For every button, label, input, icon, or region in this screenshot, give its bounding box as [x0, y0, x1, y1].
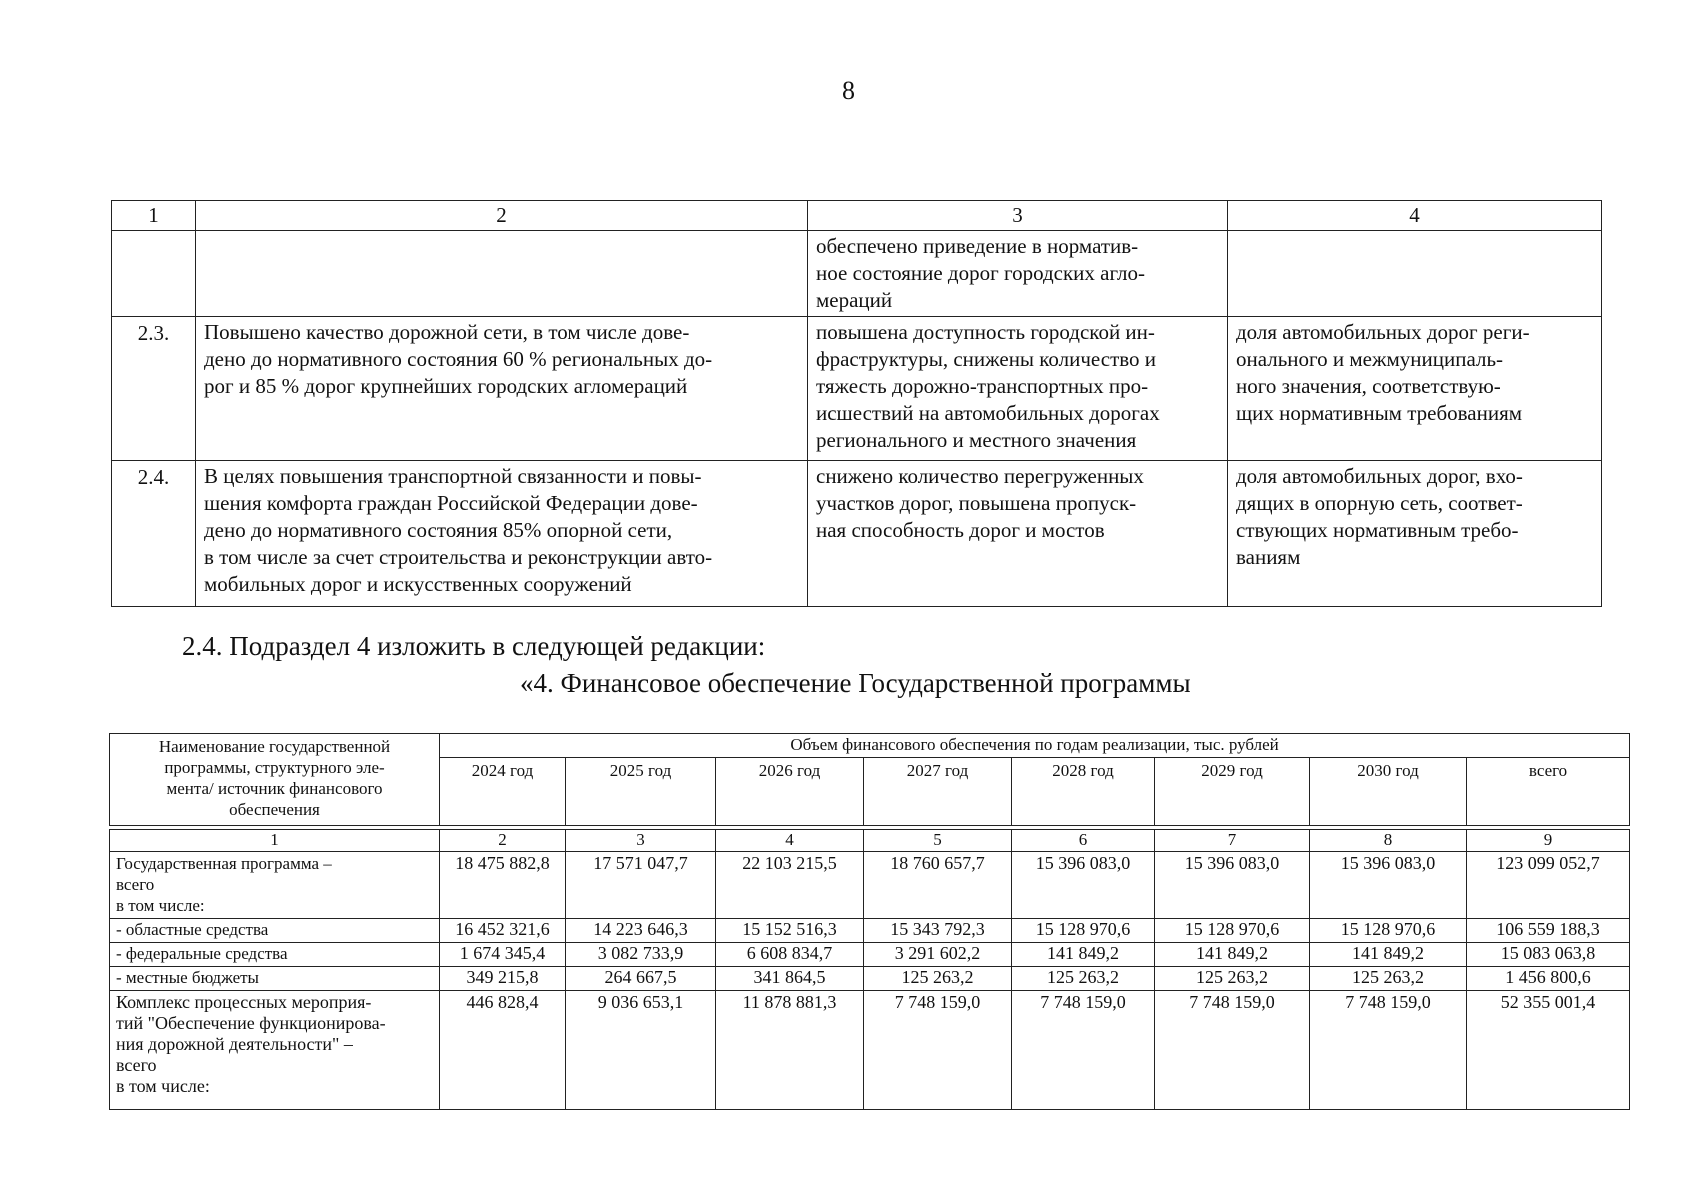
value-cell: 1 674 345,4 [440, 943, 566, 967]
results-table [111, 200, 1602, 607]
amendment-paragraph: 2.4. Подраздел 4 изложить в следующей редакции: [182, 631, 766, 661]
table-row [110, 943, 1630, 967]
year-header: 2025 год [566, 757, 716, 825]
table-row [110, 991, 1630, 1110]
table-row [110, 967, 1630, 991]
table-row [112, 461, 1602, 607]
year-header: 2029 год [1155, 757, 1310, 825]
value-cell: 15 128 970,6 [1310, 919, 1467, 943]
value-cell: 15 396 083,0 [1012, 852, 1155, 919]
value-cell: 125 263,2 [864, 967, 1012, 991]
goal-cell: В целях повышения транспортной связанности и повы- шения комфорта граждан Российской Федерации дове- дено до нормативного состояния 85% опорной сети, в том числе за счет строительства и реконструкции авто- мобильных дорог и искусственных сооружений [196, 461, 808, 607]
column-number-3: 3 [808, 201, 1228, 231]
value-cell: 16 452 321,6 [440, 919, 566, 943]
financing-header-row [110, 734, 1630, 758]
effect-cell: снижено количество перегруженных участков дорог, повышена пропуск- ная способность дорог и мостов [808, 461, 1228, 607]
row-number: 2.3. [112, 317, 196, 461]
results-table-header-row [112, 201, 1602, 231]
value-cell: 6 608 834,7 [716, 943, 864, 967]
column-number: 9 [1467, 830, 1630, 852]
table-row [112, 317, 1602, 461]
row-name: - федеральные средства [110, 943, 440, 967]
column-number: 2 [440, 830, 566, 852]
indicator-cell: доля автомобильных дорог, вхо- дящих в опорную сеть, соответ- ствующих нормативным требо- ваниям [1228, 461, 1602, 607]
value-cell: 264 667,5 [566, 967, 716, 991]
year-header: 2026 год [716, 757, 864, 825]
table-row [112, 231, 1602, 317]
value-cell: 7 748 159,0 [864, 991, 1012, 1110]
column-number: 3 [566, 830, 716, 852]
value-cell: 11 878 881,3 [716, 991, 864, 1110]
row-number [112, 231, 196, 317]
value-cell: 125 263,2 [1012, 967, 1155, 991]
value-cell: 15 396 083,0 [1310, 852, 1467, 919]
year-header: 2028 год [1012, 757, 1155, 825]
value-cell: 7 748 159,0 [1310, 991, 1467, 1110]
value-cell: 341 864,5 [716, 967, 864, 991]
row-name: Комплекс процессных мероприя- тий "Обеспечение функционирова- ния дорожной деятельности" – всего в том числе: [110, 991, 440, 1110]
value-cell: 3 291 602,2 [864, 943, 1012, 967]
value-cell: 9 036 653,1 [566, 991, 716, 1110]
total-header: всего [1467, 757, 1630, 825]
section-title: «4. Финансовое обеспечение Государственной программы [520, 668, 1191, 698]
value-cell: 52 355 001,4 [1467, 991, 1630, 1110]
effect-cell: повышена доступность городской ин- фраструктуры, снижены количество и тяжесть дорожно-транспортных про- исшествий на автомобильных дорогах регионального и местного значения [808, 317, 1228, 461]
year-header: 2030 год [1310, 757, 1467, 825]
column-number-4: 4 [1228, 201, 1602, 231]
value-cell: 15 128 970,6 [1012, 919, 1155, 943]
year-header: 2024 год [440, 757, 566, 825]
value-cell: 15 128 970,6 [1155, 919, 1310, 943]
value-cell: 446 828,4 [440, 991, 566, 1110]
column-number-2: 2 [196, 201, 808, 231]
funding-group-header: Объем финансового обеспечения по годам реализации, тыс. рублей [440, 734, 1630, 758]
value-cell: 15 343 792,3 [864, 919, 1012, 943]
value-cell: 7 748 159,0 [1012, 991, 1155, 1110]
value-cell: 15 083 063,8 [1467, 943, 1630, 967]
column-number: 4 [716, 830, 864, 852]
column-number-row [110, 830, 1630, 852]
table-row [110, 919, 1630, 943]
value-cell: 141 849,2 [1310, 943, 1467, 967]
value-cell: 18 760 657,7 [864, 852, 1012, 919]
value-cell: 17 571 047,7 [566, 852, 716, 919]
value-cell: 15 396 083,0 [1155, 852, 1310, 919]
name-column-header: Наименование государственной программы, структурного эле- мента/ источник финансового обеспечения [110, 734, 440, 826]
value-cell: 22 103 215,5 [716, 852, 864, 919]
value-cell: 7 748 159,0 [1155, 991, 1310, 1110]
value-cell: 141 849,2 [1155, 943, 1310, 967]
column-number-1: 1 [112, 201, 196, 231]
page-number: 8 [842, 76, 855, 105]
year-header: 2027 год [864, 757, 1012, 825]
goal-cell: Повышено качество дорожной сети, в том числе дове- дено до нормативного состояния 60 % региональных до- рог и 85 % дорог крупнейших городских агломераций [196, 317, 808, 461]
value-cell: 14 223 646,3 [566, 919, 716, 943]
value-cell: 106 559 188,3 [1467, 919, 1630, 943]
value-cell: 125 263,2 [1310, 967, 1467, 991]
effect-cell: обеспечено приведение в норматив- ное состояние дорог городских агло- мераций [808, 231, 1228, 317]
value-cell: 125 263,2 [1155, 967, 1310, 991]
row-name: - местные бюджеты [110, 967, 440, 991]
column-number: 5 [864, 830, 1012, 852]
column-number: 1 [110, 830, 440, 852]
value-cell: 349 215,8 [440, 967, 566, 991]
value-cell: 123 099 052,7 [1467, 852, 1630, 919]
value-cell: 3 082 733,9 [566, 943, 716, 967]
indicator-cell: доля автомобильных дорог реги- онального и межмуниципаль- ного значения, соответствую- щих нормативным требованиям [1228, 317, 1602, 461]
table-row [110, 852, 1630, 919]
value-cell: 15 152 516,3 [716, 919, 864, 943]
financing-table [109, 733, 1630, 1110]
row-name: - областные средства [110, 919, 440, 943]
row-name: Государственная программа – всего в том числе: [110, 852, 440, 919]
goal-cell [196, 231, 808, 317]
column-number: 6 [1012, 830, 1155, 852]
indicator-cell [1228, 231, 1602, 317]
column-number: 8 [1310, 830, 1467, 852]
column-number: 7 [1155, 830, 1310, 852]
value-cell: 18 475 882,8 [440, 852, 566, 919]
value-cell: 141 849,2 [1012, 943, 1155, 967]
row-number: 2.4. [112, 461, 196, 607]
value-cell: 1 456 800,6 [1467, 967, 1630, 991]
